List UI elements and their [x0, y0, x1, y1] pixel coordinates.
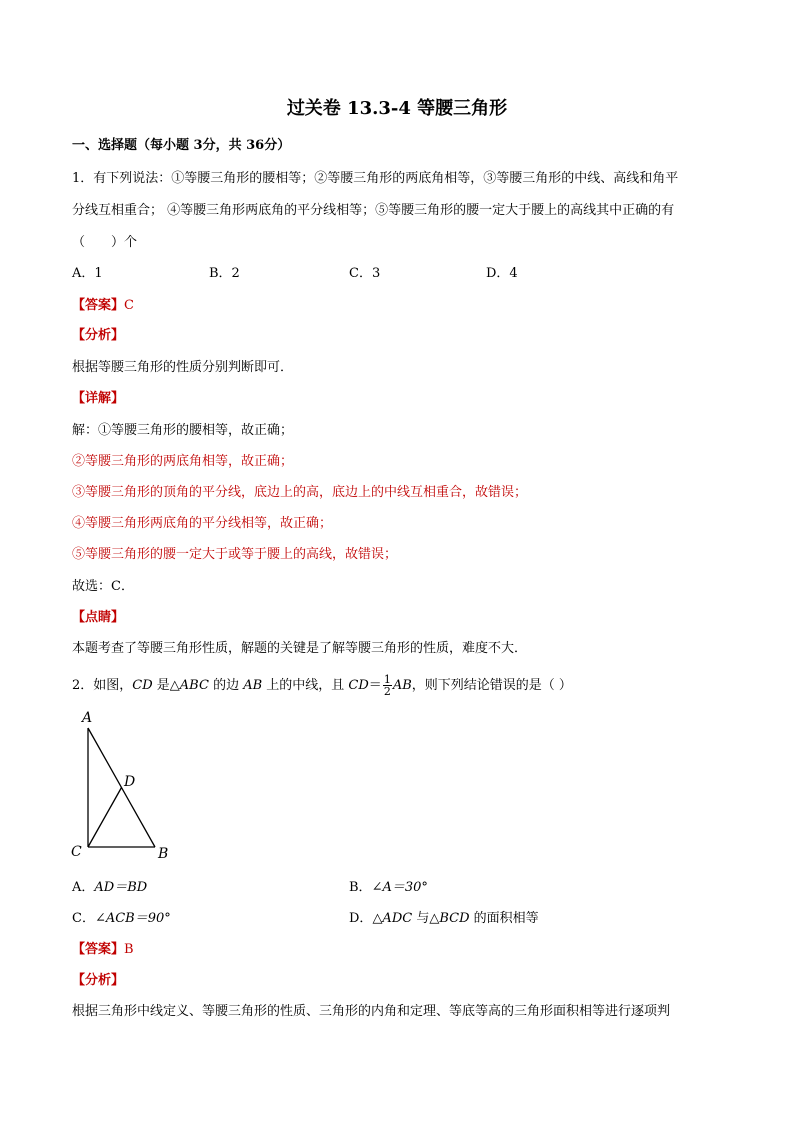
q2-analysis-text: 根据三角形中线定义、等腰三角形的性质、三角形的内角和定理、等底等高的三角形面积相等进行逐项判 [72, 1004, 671, 1019]
q2-option-c [72, 909, 171, 929]
fraction-numerator: 1 [383, 673, 391, 686]
q2-stem [72, 674, 572, 697]
option-math: ∠ACB＝90° [94, 911, 171, 926]
q1-detail-label: 【详解】 [72, 391, 125, 406]
answer-label: 【答案】 [72, 942, 125, 957]
median-cd [88, 788, 122, 848]
q1-option-d: D．4 [486, 266, 518, 281]
q1-analysis-text: 根据等腰三角形的性质分别判断即可． [72, 360, 294, 375]
answer-label: 【答案】 [72, 298, 125, 313]
q1-option-b: B．2 [209, 266, 240, 281]
vertex-label-a: A [82, 710, 93, 726]
option-text: 的面积相等 [469, 911, 539, 926]
option-prefix: D． [349, 911, 373, 926]
vertex-label-c: C [71, 844, 82, 860]
q2-stem-part: 的边 [208, 678, 244, 693]
q1-comment-label: 【点睛】 [72, 610, 125, 625]
option-math: AD＝BD [94, 880, 148, 895]
q2-math-ab: AB [392, 678, 412, 693]
q2-stem-part: 上的中线，且 [262, 678, 349, 693]
point-label-d: D [124, 774, 136, 790]
fraction-denominator: 2 [383, 685, 391, 698]
option-prefix: A． [72, 880, 95, 895]
q1-stem-line-1: 1．有下列说法：①等腰三角形的腰相等；②等腰三角形的两底角相等，③等腰三角形的中线、高线和角平 [72, 171, 679, 186]
q2-fraction [383, 674, 392, 697]
option-math: △ADC [372, 911, 413, 926]
answer-value: B [124, 942, 134, 957]
q1-detail-line-5: ⑤等腰三角形的腰一定大于或等于腰上的高线，故错误； [72, 547, 398, 562]
answer-value: C [124, 298, 134, 313]
q1-detail-line-2: ②等腰三角形的两底角相等，故正确； [72, 454, 294, 469]
q2-stem-part: 2．如图， [72, 678, 133, 693]
vertex-label-b: B [158, 846, 169, 862]
q2-option-d [349, 909, 539, 929]
q1-analysis-label: 【分析】 [72, 328, 125, 343]
q2-option-a [72, 878, 147, 898]
page-title: 过关卷 13.3-4 等腰三角形 [286, 98, 508, 119]
q2-analysis-label: 【分析】 [72, 973, 125, 988]
q2-math-cd: CD [348, 678, 369, 693]
q2-math-triangle: △ABC [169, 678, 209, 693]
q2-option-b [349, 878, 428, 898]
q2-math-ab: AB [243, 678, 263, 693]
q1-stem-line-3: （ ）个 [72, 235, 138, 250]
section-heading: 一、选择题（每小题 3分，共 36分） [72, 138, 291, 153]
q1-option-c: C．3 [349, 266, 381, 281]
option-text: 与 [412, 911, 430, 926]
q1-answer [72, 296, 134, 316]
q2-math-eq: ＝ [368, 678, 382, 693]
option-prefix: C． [72, 911, 95, 926]
q1-choose: 故选：C． [72, 579, 134, 594]
q1-detail-line-1: 解：①等腰三角形的腰相等，故正确； [72, 423, 294, 438]
q1-detail-line-4: ④等腰三角形两底角的平分线相等，故正确； [72, 516, 333, 531]
q1-stem-line-2: 分线互相重合； ④等腰三角形两底角的平分线相等；⑤等腰三角形的腰一定大于腰上的高线其中正确的有 [72, 203, 675, 218]
q2-stem-part: ，则下列结论错误的是（ ） [411, 678, 572, 693]
q2-stem-part: 是 [152, 678, 170, 693]
q2-triangle-figure [60, 704, 190, 864]
q1-comment-text: 本题考查了等腰三角形性质，解题的关键是了解等腰三角形的性质，难度不大． [72, 641, 528, 656]
q2-answer [72, 940, 134, 960]
q1-option-a: A．1 [72, 266, 103, 281]
q1-detail-line-3: ③等腰三角形的顶角的平分线，底边上的高，底边上的中线互相重合，故错误； [72, 485, 528, 500]
q2-math-cd: CD [132, 678, 153, 693]
option-math: ∠A＝30° [371, 880, 428, 895]
option-math: △BCD [429, 911, 470, 926]
option-prefix: B． [349, 880, 372, 895]
